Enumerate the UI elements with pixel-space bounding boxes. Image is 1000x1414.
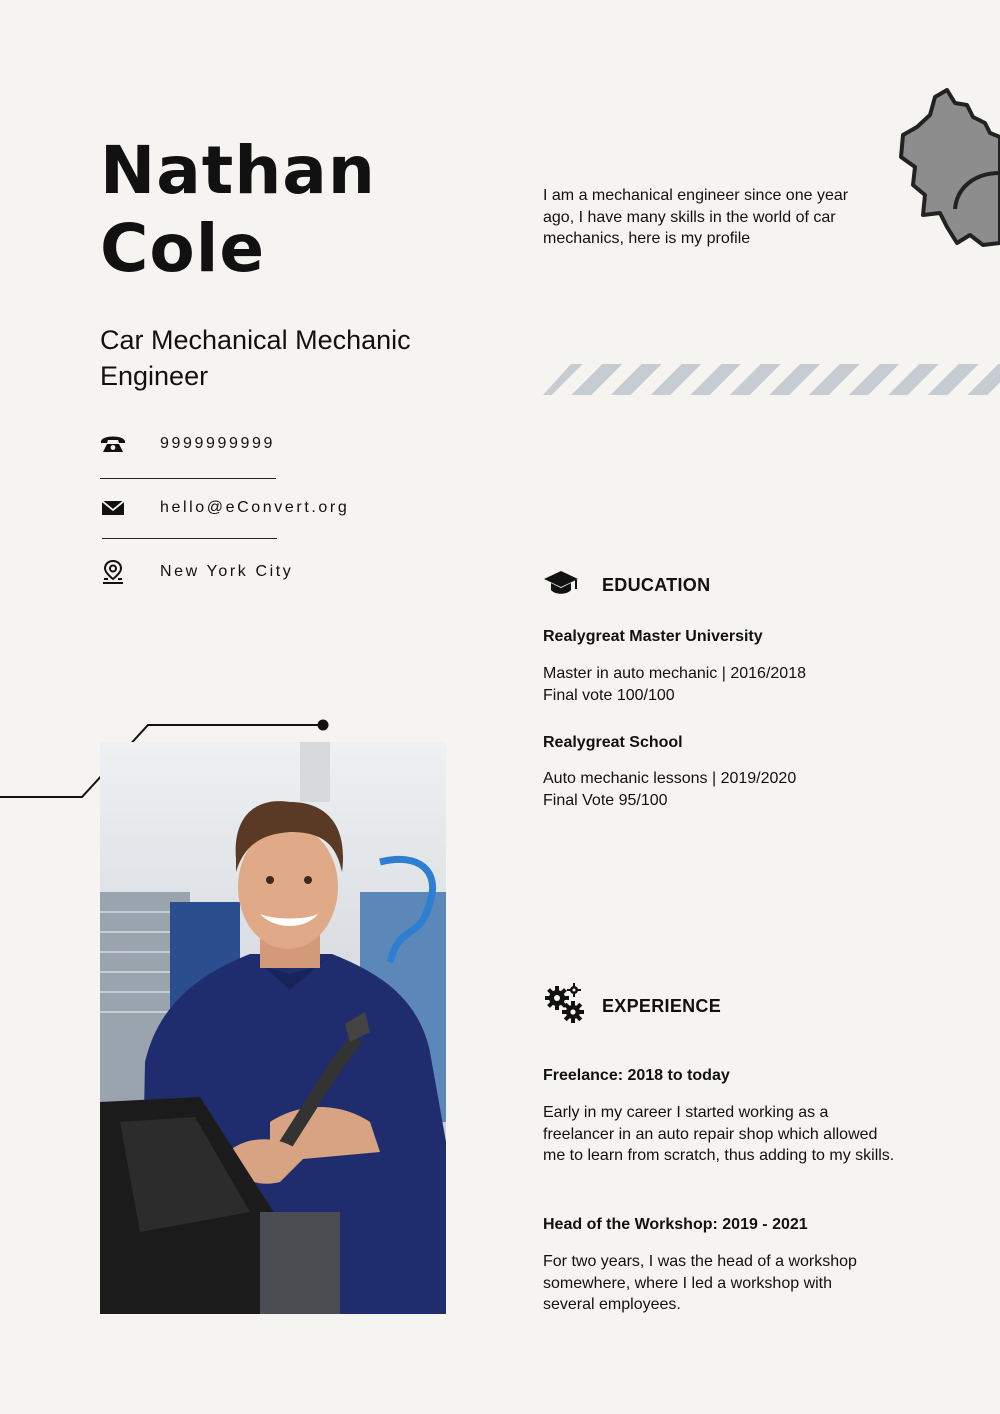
telephone-icon <box>100 431 126 457</box>
last-name: Cole <box>100 210 266 287</box>
map-pin-icon <box>100 559 126 585</box>
experience-description: Early in my career I started working as a freelancer in an auto repair shop which allowed me to learn from scratch, thus adding to my skills. <box>543 1104 895 1164</box>
section-title: EXPERIENCE <box>602 995 722 1016</box>
gear-icon <box>895 85 1000 250</box>
profile-summary: I am a mechanical engineer since one year ago, I have many skills in the world of car mechanics, here is my profile <box>543 187 849 247</box>
contact-divider <box>102 538 277 539</box>
education-school: Realygreat School <box>543 734 683 751</box>
stripe-decoration <box>543 364 1000 395</box>
experience-heading <box>543 984 722 1028</box>
education-heading <box>543 570 711 600</box>
envelope-icon <box>100 495 126 521</box>
gears-icon <box>543 982 587 1031</box>
job-title: Car Mechanical Mechanic Engineer <box>100 325 411 391</box>
contact-email <box>100 493 400 523</box>
contact-location <box>100 557 400 587</box>
experience-title: Freelance: 2018 to today <box>543 1067 730 1084</box>
graduation-cap-icon <box>543 569 579 602</box>
contact-divider <box>100 478 276 479</box>
contact-phone <box>100 429 400 459</box>
phone-number: 9999999999 <box>160 435 275 452</box>
education-detail: Auto mechanic lessons | 2019/2020 Final Vote 95/100 <box>543 770 797 809</box>
experience-title: Head of the Workshop: 2019 - 2021 <box>543 1216 808 1233</box>
email-address: hello@eConvert.org <box>160 499 350 516</box>
education-detail: Master in auto mechanic | 2016/2018 Final vote 100/100 <box>543 665 806 704</box>
first-name: Nathan <box>100 132 376 209</box>
profile-photo <box>100 742 446 1314</box>
section-title: EDUCATION <box>602 574 711 595</box>
experience-description: For two years, I was the head of a workshop somewhere, where I led a workshop with several employees. <box>543 1253 857 1313</box>
education-school: Realygreat Master University <box>543 628 763 645</box>
location-text: New York City <box>160 563 294 580</box>
candidate-name <box>100 132 376 288</box>
